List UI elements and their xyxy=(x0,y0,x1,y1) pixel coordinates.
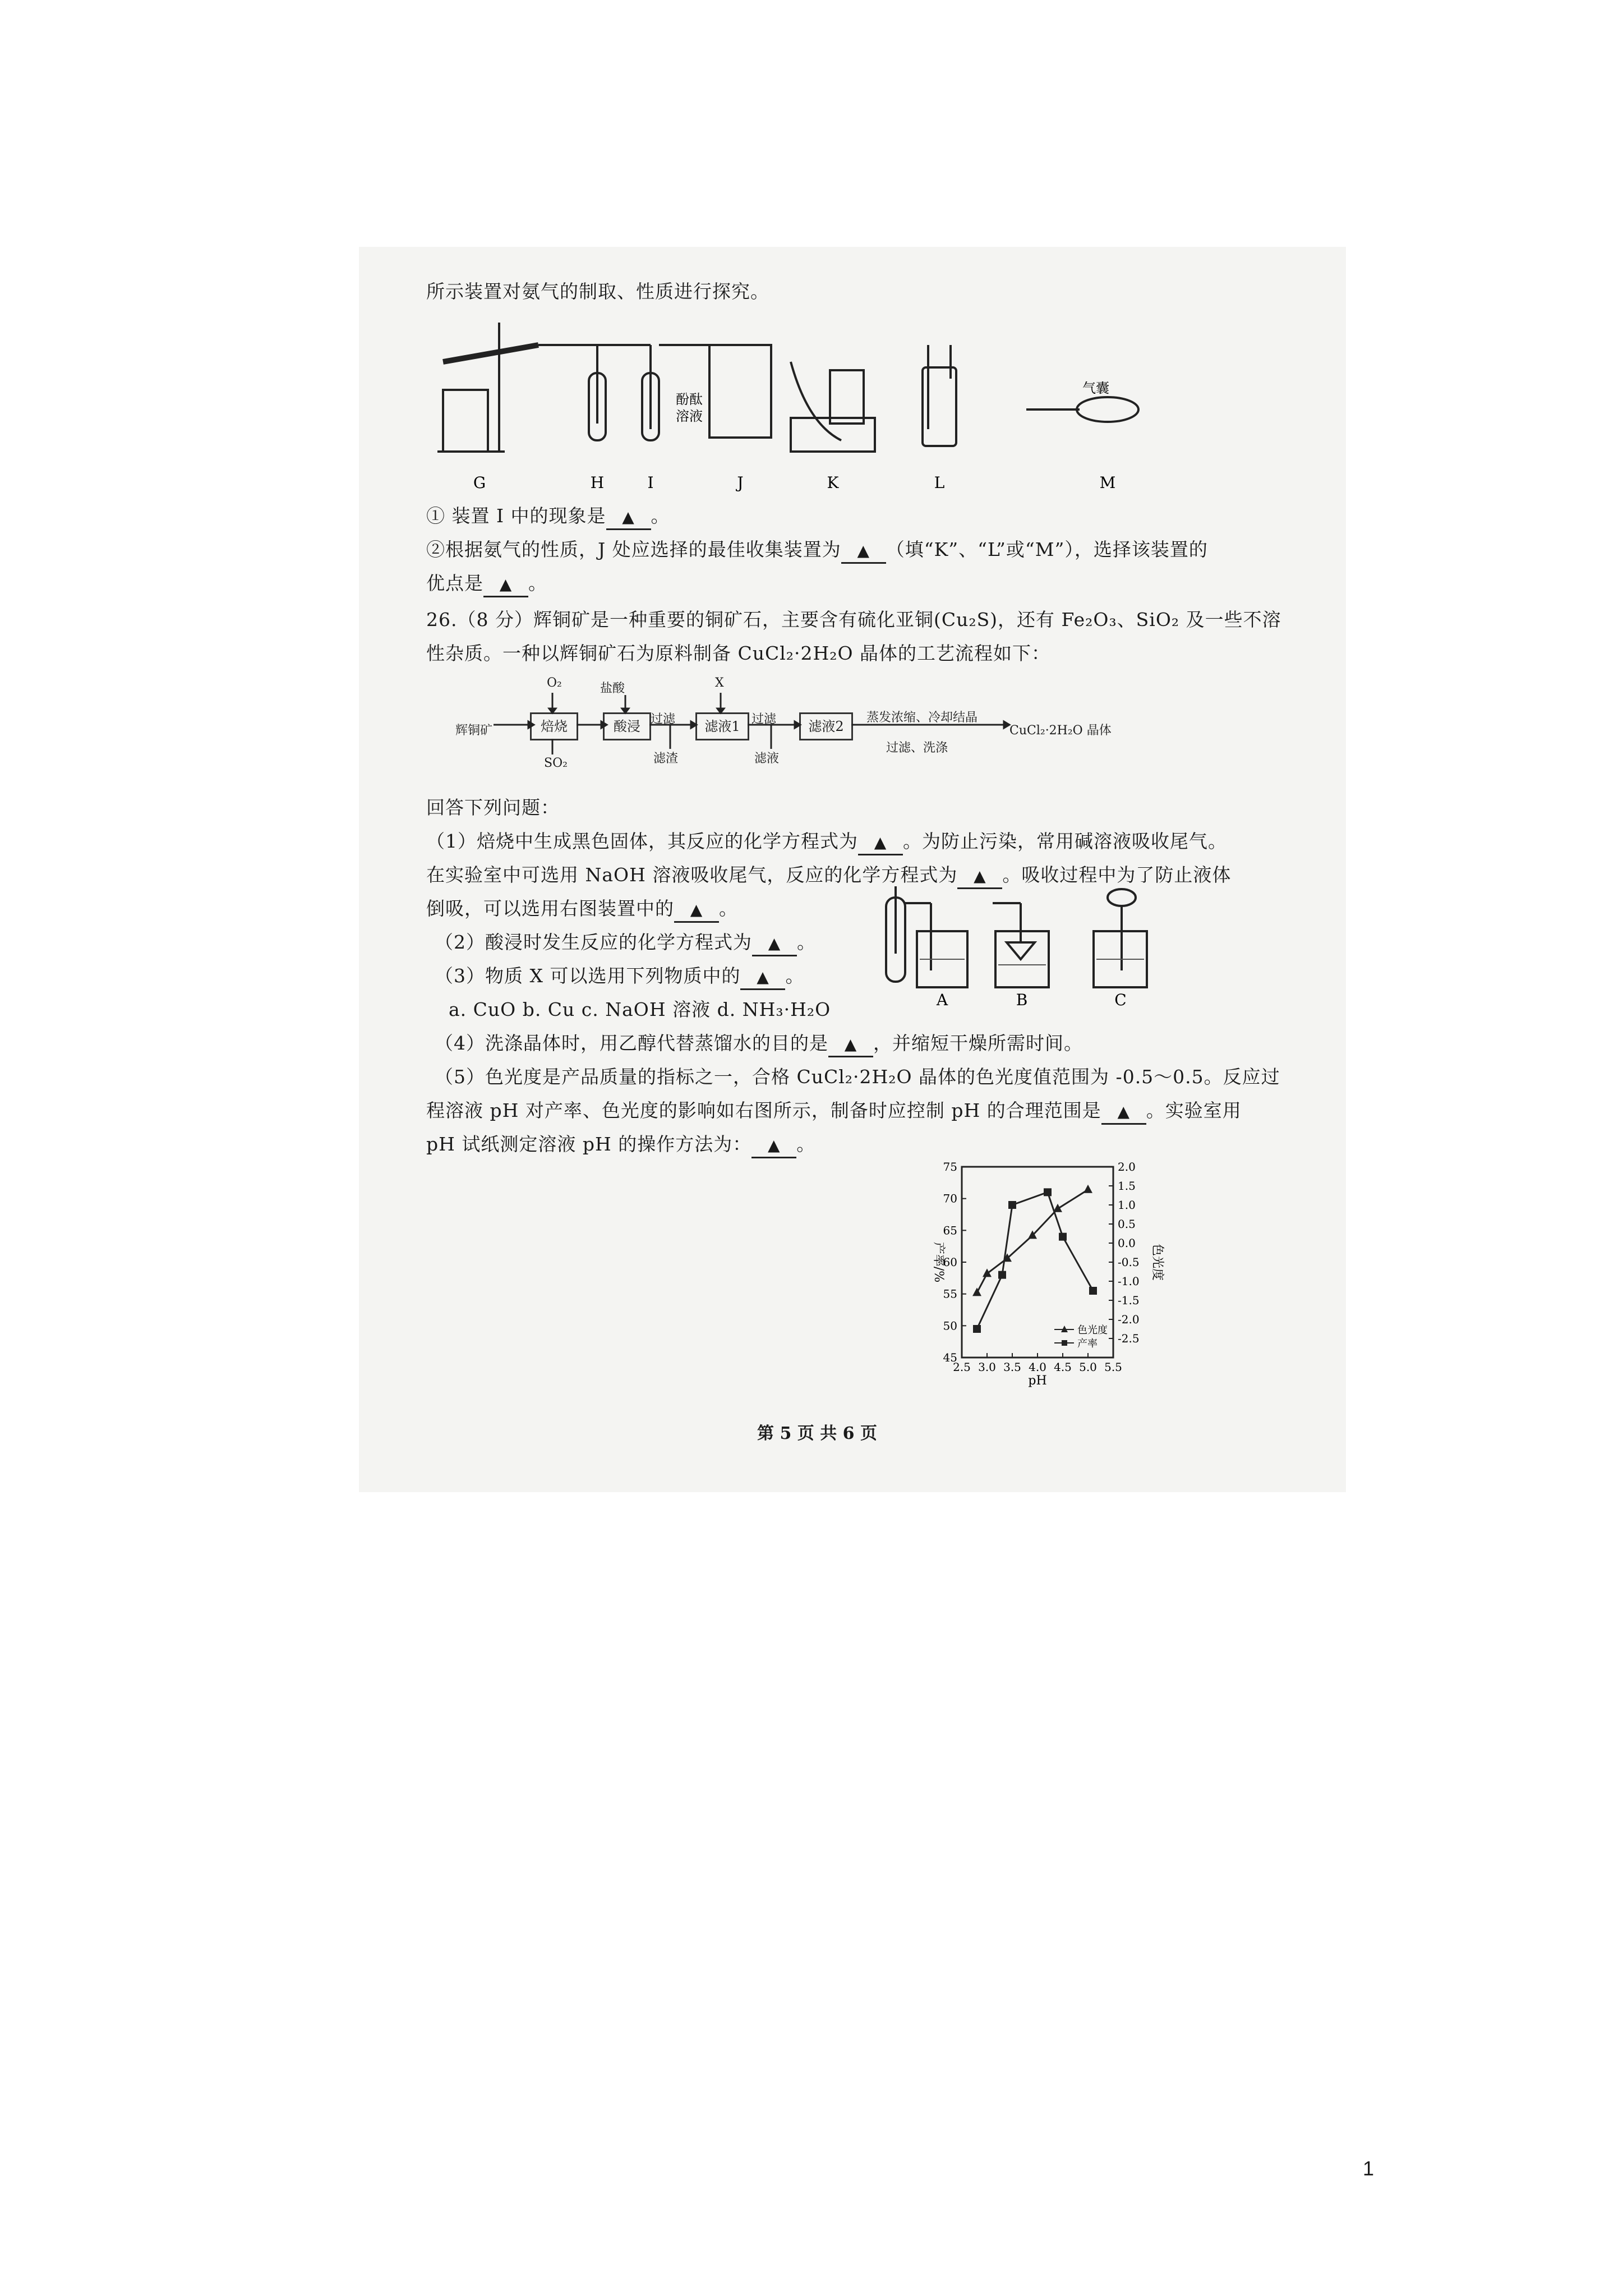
series-line-1 xyxy=(977,1192,1093,1329)
absorber-label-b: B xyxy=(1016,991,1028,1009)
answer-blank[interactable]: ▲ xyxy=(483,573,528,597)
flow-filtrate2-box: 滤液2 xyxy=(799,712,853,740)
y-left-tick-label: 65 xyxy=(943,1223,957,1237)
color-degree-point xyxy=(1083,1185,1092,1193)
absorber-label-c: C xyxy=(1114,991,1127,1009)
series-line-0 xyxy=(977,1190,1088,1293)
y-right-tick-label: 0.0 xyxy=(1118,1236,1136,1250)
answer-blank[interactable]: ▲ xyxy=(751,1134,796,1158)
x-tick-label: 3.0 xyxy=(978,1360,996,1374)
q26-stem-2: 性杂质。一种以辉铜矿石为原料制备 CuCl₂·2H₂O 晶体的工艺流程如下： xyxy=(426,642,1051,664)
yield-point xyxy=(998,1271,1006,1279)
y-left-axis-label: 产率/% xyxy=(932,1241,946,1283)
q25-s3-text: 优点是 xyxy=(426,572,483,594)
answer-blank[interactable]: ▲ xyxy=(1101,1101,1146,1125)
y-right-tick-label: 1.5 xyxy=(1118,1179,1136,1193)
q26-p4-suffix: ，并缩短干燥所需时间。 xyxy=(873,1032,1083,1054)
y-right-tick-label: 1.0 xyxy=(1118,1198,1136,1212)
q26-p5b-text: 程溶液 pH 对产率、色光度的影响如右图所示，制备时应控制 pH 的合理范围是 xyxy=(426,1099,1101,1121)
flow-product-label: CuCl₂·2H₂O 晶体 xyxy=(1009,724,1112,738)
answer-blank[interactable]: ▲ xyxy=(828,1033,873,1057)
page-number: 1 xyxy=(1363,2157,1375,2180)
q26-part2: （2）酸浸时发生反应的化学方程式为 ▲ 。 xyxy=(435,931,816,956)
yield-point xyxy=(1044,1188,1052,1196)
flow-filter-label-2: 过滤 xyxy=(751,712,777,726)
answer-blank[interactable]: ▲ xyxy=(606,506,651,530)
q26-p1b-suffix: 。吸收过程中为了防止液体 xyxy=(1002,864,1232,886)
solution-label: 溶液 xyxy=(676,408,703,424)
flow-so2-label: SO₂ xyxy=(544,756,568,770)
y-right-tick-label: -0.5 xyxy=(1118,1255,1140,1269)
yield-point xyxy=(1059,1233,1067,1241)
flow-step-bottom-label: 过滤、洗涤 xyxy=(886,741,948,755)
x-tick-label: 4.0 xyxy=(1029,1360,1046,1374)
collector-j-box xyxy=(709,345,771,438)
flow-leach-box: 酸浸 xyxy=(603,712,651,740)
y-right-tick-label: -2.0 xyxy=(1118,1313,1140,1326)
x-tick-label: 4.5 xyxy=(1054,1360,1072,1374)
x-tick-label: 2.5 xyxy=(953,1360,971,1374)
q26-part1-line1 xyxy=(426,830,1227,855)
legend-marker xyxy=(1062,1340,1067,1346)
q26-part5-line3: pH 试纸测定溶液 pH 的操作方法为： ▲ 。 xyxy=(426,1133,815,1158)
answer-blank[interactable]: ▲ xyxy=(841,540,886,564)
x-tick-label: 3.5 xyxy=(1003,1360,1021,1374)
q26-p1a-suffix: 。为防止污染，常用碱溶液吸收尾气。 xyxy=(903,830,1227,852)
q26-part3-options: a. CuO b. Cu c. NaOH 溶液 d. NH₃·H₂O xyxy=(449,999,831,1020)
q25-item-3: 优点是 ▲ 。 xyxy=(426,572,547,597)
x-tick-label: 5.0 xyxy=(1079,1360,1097,1374)
q25-item-1: ① 装置 I 中的现象是 ▲ 。 xyxy=(426,505,670,530)
color-degree-point xyxy=(983,1268,992,1277)
q26-part1-line3: 倒吸，可以选用右图装置中的 ▲ 。 xyxy=(426,898,738,923)
q26-p5c-text: pH 试纸测定溶液 pH 的操作方法为： xyxy=(426,1133,752,1155)
answer-blank[interactable]: ▲ xyxy=(674,899,719,923)
label-i: I xyxy=(647,473,654,492)
label-l: L xyxy=(934,473,945,492)
y-right-tick-label: -2.5 xyxy=(1118,1332,1140,1345)
yield-point xyxy=(1089,1287,1097,1295)
y-left-tick-label: 45 xyxy=(943,1351,957,1364)
answer-blank[interactable]: ▲ xyxy=(752,932,797,956)
q26-part4 xyxy=(435,1032,1083,1057)
apparatus-figure xyxy=(426,311,1178,496)
answer-blank[interactable]: ▲ xyxy=(740,966,785,990)
phenol-label: 酚酞 xyxy=(676,392,703,407)
x-tick-label: 5.5 xyxy=(1104,1360,1122,1374)
flow-hcl-label: 盐酸 xyxy=(600,682,625,696)
q26-p2-text: （2）酸浸时发生反应的化学方程式为 xyxy=(435,931,752,953)
flow-residue-label: 滤渣 xyxy=(653,752,679,766)
label-k: K xyxy=(827,473,839,492)
y-left-tick-label: 55 xyxy=(943,1287,957,1301)
apparatus-letters xyxy=(473,473,1116,492)
x-axis-label: pH xyxy=(1028,1374,1047,1388)
q26-p4-text: （4）洗涤晶体时，用乙醇代替蒸馏水的目的是 xyxy=(435,1032,828,1054)
label-m: M xyxy=(1099,473,1116,492)
page-footer: 第 5 页 共 6 页 xyxy=(757,1424,877,1443)
legend-label: 产率 xyxy=(1077,1338,1098,1350)
q26-part5-line1: （5）色光度是产品质量的指标之一，合格 CuCl₂·2H₂O 晶体的色光度值范围为 -0.5～0.5。反应过 xyxy=(435,1066,1280,1088)
absorber-c-bulb-icon xyxy=(1108,889,1136,906)
y-left-tick-label: 75 xyxy=(943,1160,957,1174)
flow-roast-box: 焙烧 xyxy=(530,712,578,740)
yield-point xyxy=(1008,1201,1016,1209)
label-j: J xyxy=(737,473,744,492)
label-h: H xyxy=(590,473,605,492)
q25-s2-text: ②根据氨气的性质，J 处应选择的最佳收集装置为 xyxy=(426,539,841,560)
y-right-tick-label: 0.5 xyxy=(1118,1217,1136,1231)
q26-p5b-suffix: 。实验室用 xyxy=(1146,1099,1242,1121)
absorber-b-funnel-icon xyxy=(1007,942,1035,959)
ph-effect-chart xyxy=(920,1156,1166,1391)
q25-s1-text: ① 装置 I 中的现象是 xyxy=(426,505,606,527)
flow-x-label: X xyxy=(715,676,724,690)
y-right-tick-label: -1.5 xyxy=(1118,1294,1140,1307)
answer-blank[interactable]: ▲ xyxy=(957,865,1002,889)
q26-p1a-text: （1）焙烧中生成黑色固体，其反应的化学方程式为 xyxy=(426,830,858,852)
q26-p1b-text: 在实验室中可选用 NaOH 溶液吸收尾气，反应的化学方程式为 xyxy=(426,864,958,886)
flow-filtrate1-box: 滤液1 xyxy=(695,712,749,740)
color-degree-point xyxy=(972,1287,981,1296)
absorption-figure xyxy=(864,886,1178,1010)
legend-label: 色光度 xyxy=(1077,1324,1108,1336)
answer-blank[interactable]: ▲ xyxy=(858,831,903,855)
q26-stem-1: 26.（8 分）辉铜矿是一种重要的铜矿石，主要含有硫化亚铜(Cu₂S)，还有 Fe₂O₃、SiO₂ 及一些不溶 xyxy=(426,609,1281,631)
y-right-tick-label: 2.0 xyxy=(1118,1160,1136,1174)
yield-point xyxy=(973,1325,981,1333)
flow-arrows xyxy=(449,687,1015,766)
q25-s2-suffix: （填“K”、“L”或“M”），选择该装置的 xyxy=(886,539,1208,560)
y-left-tick-label: 70 xyxy=(943,1191,957,1205)
q25-item-2 xyxy=(426,539,1208,564)
y-left-tick-label: 50 xyxy=(943,1319,957,1333)
y-right-tick-label: -1.0 xyxy=(1118,1274,1140,1288)
q26-answer-prompt: 回答下列问题： xyxy=(426,797,560,818)
flow-o2-label: O₂ xyxy=(547,676,562,690)
burner-icon xyxy=(443,390,488,452)
label-g: G xyxy=(473,473,486,492)
flow-start-label: 辉铜矿 xyxy=(455,724,493,738)
q26-part3: （3）物质 X 可以选用下列物质中的 ▲ 。 xyxy=(435,965,804,990)
balloon-m-icon xyxy=(1077,397,1138,422)
q26-part1-line2 xyxy=(426,864,1231,889)
y-left-tick-label: 60 xyxy=(943,1255,957,1269)
flow-step-top-label: 蒸发浓缩、冷却结晶 xyxy=(866,711,978,725)
y-right-axis-label: 色光度 xyxy=(1150,1243,1164,1281)
q26-p3-text: （3）物质 X 可以选用下列物质中的 xyxy=(435,965,741,987)
flow-residue2-label: 滤液 xyxy=(754,752,780,766)
q26-part5-line2 xyxy=(426,1099,1242,1125)
intro-text: 所示装置对氨气的制取、性质进行探究。 xyxy=(426,280,769,302)
q26-p1c-text: 倒吸，可以选用右图装置中的 xyxy=(426,898,674,919)
flow-filter-label-1: 过滤 xyxy=(651,712,676,726)
balloon-label: 气囊 xyxy=(1082,380,1109,396)
absorber-label-a: A xyxy=(936,991,948,1009)
